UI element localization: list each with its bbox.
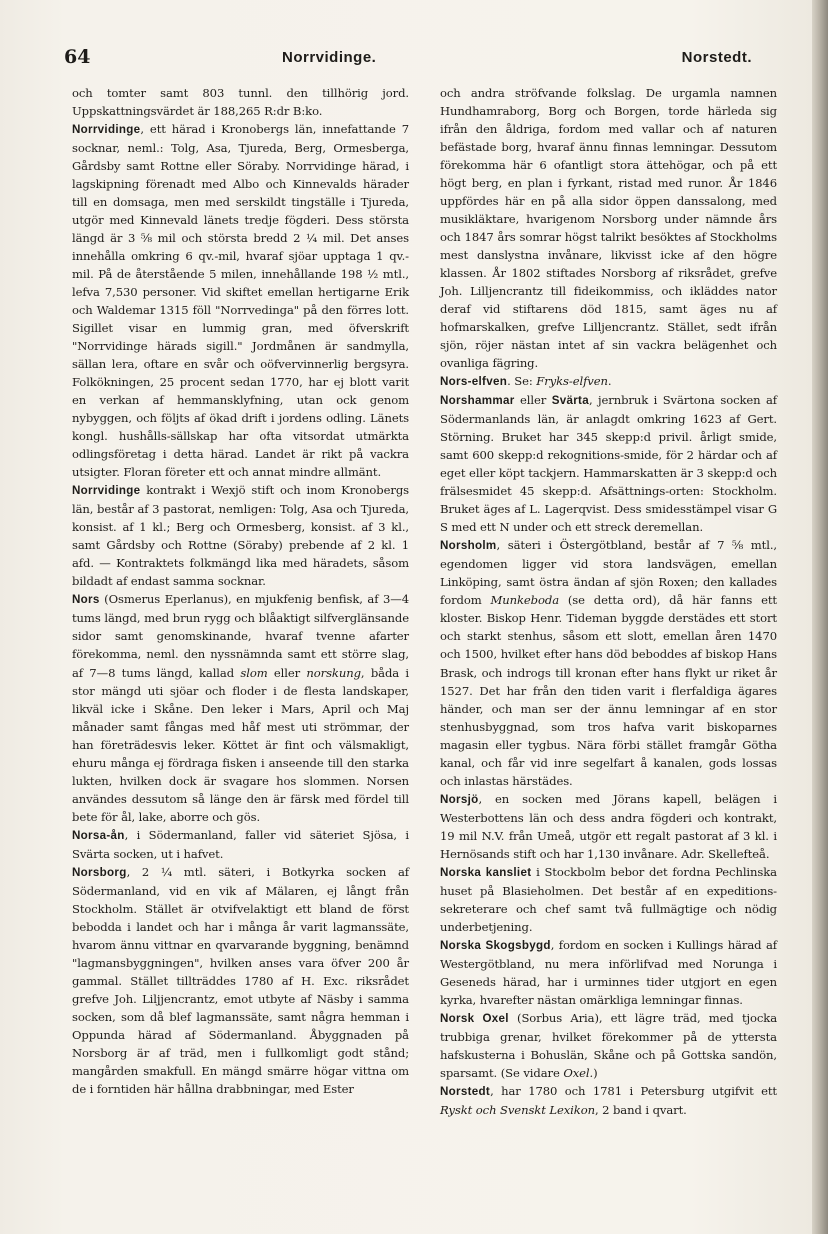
- entry-norsk-oxel: Norsk Oxel (Sorbus Aria), ett lägre träd, med tjocka trubbiga grenar, hvilket förekommer på de yttersta hafskusterna i Bohuslän, Skåne och på Gottska sandön, sparsamt. (Se vidare Oxel.): [440, 1010, 778, 1080]
- entry-norska-skogsbygd: Norska Skogsbygd, fordom en socken i Kullings härad af Westergötbland, nu mera införlifvad med Norunga i Geseneds härad, har i urminnes tider utgjort en egen kyrka, hvarefter nästan omärkliga lemningar finnas.: [440, 937, 777, 1007]
- entry-headword: Norrvidinge: [72, 123, 141, 137]
- entry-norrvidinge-harad: Norrvidinge, ett härad i Kronobergs län, innefattande 7 socknar, neml.: Tolg, Asa, Tjureda, Berg, Ormesberga, Gårdsby samt Rottne eller Söraby. Norrvidinge härad, i lagskipning förenadt med Albo och Kinnevalds härader till en domsaga, men med serskildt tingställe i Tjureda, utgör med Kinnevald länets tredje fögderi. Dess största längd är 3 ⅝ mil och största bredd 2 ¼ mil. Det anses innehålla omkring 6 qv.-mil, hvaraf sjöar upptaga 1 qv.-mil. På de återstående 5 milen, innehållande 198 ½ mtl., lefva 7,530 personer. Vid skiftet emellan hertigarne Erik och Waldemar 1315 föll "Norrvedinga" på den förres lott. Sigillet visar en lummig gran, med öfverskrift "Norrvidinge härads sigill." Jordmånen är sandmylla, sällan lera, oftare en svår och oöfvervinnerlig bergsyra. Folkökningen, 25 procent sedan 1770, har ej blott varit en verkan af hemmansklyfning, utan ock genom nybyggen, och följts af ökad drift i jordens odling. Länets kongl. hushålls-sällskap har ofta vitsordat utmärkta odlingsföretag i detta härad. Landet är rikt på vackra utsigter. Floran företer ett och annat mindre allmänt.: [72, 122, 409, 480]
- right-column: [440, 84, 777, 1119]
- page-header: [64, 46, 782, 76]
- entry-headword: Nors: [72, 593, 100, 607]
- page-edge: [812, 0, 828, 1234]
- right-running-head: Norstedt.: [681, 49, 752, 66]
- entry-norska-kansliet: Norska kansliet i Stockbolm bebor det fordna Pechlinska huset på Blasieholmen. Det består af en expeditions-sekreterare och chef samt två fullmägtige och nödig underbetjening.: [440, 864, 777, 934]
- continuation-paragraph: och andra ströfvande folkslag. De urgamla namnen Hundhamraborg, Borg och Borgen, torde härleda sig ifrån den åldriga, fordom med vallar och af naturen befästade borg, hvaraf ännu finnas lemningar. Dessutom förekomma här 6 ofantligt stora ättehögar, och på ett högt berg, en plan i fyrkant, ristad med runor. År 1846 uppfördes här en på alla sidor öppen danssalong, med musikläktare, hvarigenom Norsborg under nämnde års och 1847 års somrar högst talrikt besöktes af Stockholms mest danslystna invånare, likvisst icke af den högre klassen. År 1802 stiftades Norsborg af riksrådet, grefve Joh. Lilljencrantz till fideikommiss, och ikläddes nator deraf vid stiftarens död 1815, samt äges nu af hofmarskalken, grefve Lilljencrantz. Stället, sedt ifrån sjön, röjer nästan intet af sin vackra belägenhet och ovanliga fägring.: [440, 86, 777, 371]
- entry-headword: Norsborg: [72, 865, 127, 879]
- entry-norsa-an: Norsa-ån, i Södermanland, faller vid säteriet Sjösa, i Svärta socken, ut i hafvet.: [72, 827, 409, 861]
- page-number: 64: [64, 46, 91, 68]
- left-running-head: Norrvidinge.: [282, 49, 377, 66]
- entry-headword: Norska Skogsbygd: [440, 938, 551, 952]
- entry-headword: Norsa-ån: [72, 828, 125, 842]
- entry-headword: Nors-elfven: [440, 375, 508, 389]
- entry-nors-elfven: Nors-elfven. Se: Fryks-elfven.: [440, 374, 612, 389]
- entry-headword: Svärta: [551, 394, 589, 408]
- entry-norsholm: Norsholm, säteri i Östergötbland, består af 7 ⅝ mtl., egendomen ligger vid stora landsvägen, emellan Linköping, samt östra ändan af sjön Roxen; den kallades fordom Munkeboda (se detta ord), då här fanns ett kloster. Biskop Henr. Tideman byggde derstädes ett stort och starkt stenhus, såsom ett slott, emellan åren 1470 och 1500, hvilket efter hans död beboddes af biskop Hans Brask, och indrogs till kronan efter hans flykt ur riket år 1527. Det har från den tiden varit i flerfaldiga ägares händer, och man ser der ännu lemningar af en stor stenhusbyggnad, som tros hafva varit biskoparnes magasin eller tygbus. Nära förbi stället framgår Götha kanal, och får vid inre segelfart å kanalen, gods lossas och inlastas härstädes.: [440, 538, 777, 788]
- entry-headword: Norshammar: [440, 394, 515, 408]
- entry-nors: Nors (Osmerus Eperlanus), en mjukfenig benfisk, af 3—4 tums längd, med brun rygg och blåaktigt silfverglänsande sidor samt genomskinande, hvaraf tvenne afarter förekomma, neml. den nyssnämnda samt ett större slag, af 7—8 tums längd, kallad slom eller norskung, båda i stor mängd uti sjöar och floder i de flesta landskaper, likväl icke i Skåne. Den leker i Mars, April och Maj månader samt fångas med håf mest uti strömmar, der han företrädesvis leker. Köttet är fint och välsmakligt, ehuru många ej fördraga fisken i anseende till den starka lukten, hvilken dock är svagare hos slommen. Norsen användes dessutom så länge den är färsk med fördel till bete för ål, lake, aborre och gös.: [72, 592, 409, 824]
- entry-norrvidinge-kontrakt: Norrvidinge kontrakt i Wexjö stift och inom Kronobergs län, består af 3 pastorat, nemligen: Tolg, Asa och Tjureda, konsist. af 1 kl.; Berg och Ormesberg, konsist. af 3 kl., samt Gårdsby och Rottne (Söraby) prebende af 2 kl. 1 afd. — Kontraktets folkmängd lika med häradets, såsom bildadt af endast samma socknar.: [72, 483, 409, 589]
- continuation-paragraph: och tomter samt 803 tunnl. den tillhörig jord. Uppskattningsvärdet är 188,265 R:dr B:ko.: [72, 86, 409, 119]
- entry-headword: Norsholm: [440, 539, 497, 553]
- entry-headword: Norska kansliet: [440, 865, 532, 879]
- entry-headword: Norsjö: [440, 792, 479, 806]
- entry-norsjo: Norsjö, en socken med Jörans kapell, belägen i Westerbottens län och dess andra fögderi och kontrakt, 19 mil N.V. från Umeå, utgör ett regalt pastorat af 3 kl. i Hernösands stift och har 1,130 invånare. Adr. Skellefteå.: [440, 791, 777, 861]
- left-column: [72, 84, 409, 1098]
- entry-norsborg: Norsborg, 2 ¼ mtl. säteri, i Botkyrka socken af Södermanland, vid en vik af Mälaren, ej långt från Stockholm. Stället är otvifvelaktigt ett bland de först bebodda i landet och har i många år varit lagmanssäte, hvarom ännu vittnar en qvarvarande byggning, benämnd "lagmansbyggningen", hvilken anses vara öfver 200 år gammal. Stället tillträddes 1780 af H. Exc. riksrådet grefve Joh. Liljjencrantz, emot utbyte af Näsby i samma socken, som då blef lagmanssäte, samt några hemman i Oppunda härad af Södermanland. Åbyggnaden på Norsborg är af träd, men i fullkomligt godt stånd; mangården smakfull. En mängd smärre högar vittna om de i forntiden här hållna drabbningar, med Ester: [72, 864, 409, 1096]
- entry-headword: Norstedt: [440, 1084, 491, 1098]
- entry-headword: Norrvidinge: [72, 484, 141, 498]
- entry-norstedt: Norstedt, har 1780 och 1781 i Petersburg utgifvit ett Ryskt och Svenskt Lexikon, 2 band i qvart.: [440, 1083, 777, 1117]
- entry-norshammar: Norshammar eller Svärta, jernbruk i Svärtona socken af Södermanlands län, är anlagdt omkring 1623 af Gert. Störning. Bruket har 345 skepp:d privil. årligt smide, samt 600 skepp:d rekognitions-smide, för 2 härdar och af eget eller köpt tackjern. Hammarskatten är 3 skepp:d och frälsesmidet 45 skepp:d. Afsättnings-orten: Stockholm. Bruket äges af L. Lagerqvist. Dess smidesstämpel visar G S med ett N under och ett streck deremellan.: [440, 393, 777, 535]
- entry-headword: Norsk Oxel: [440, 1011, 509, 1025]
